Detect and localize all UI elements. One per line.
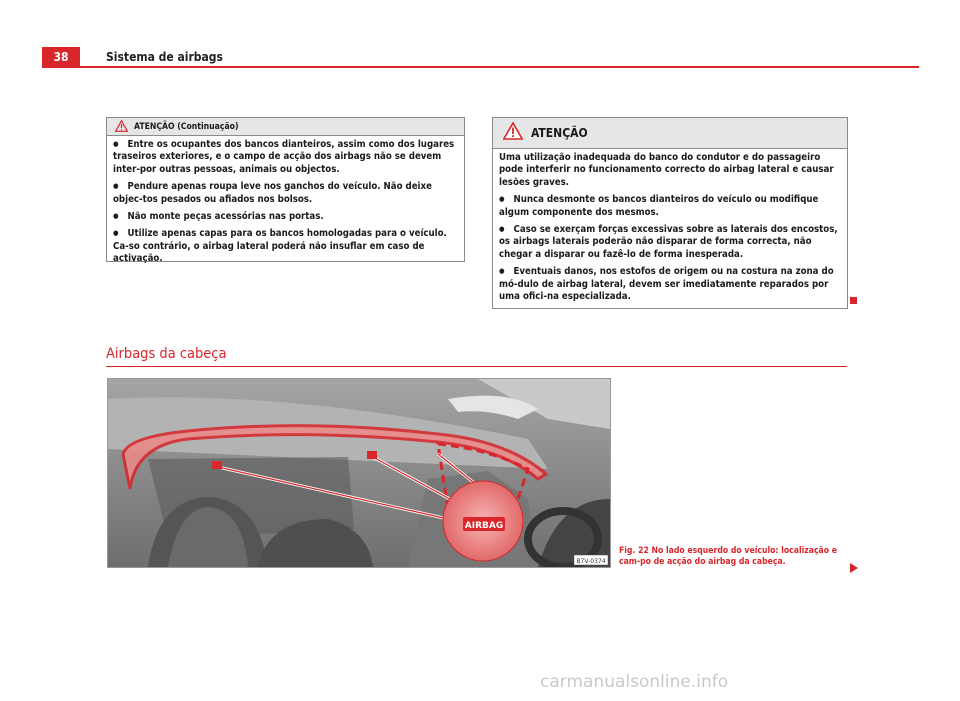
warning-item: ● Entre os ocupantes dos bancos dianteiros, assim como dos lugares traseiros exteriores, e o campo de acção dos airbags não se devem inter-por outras pessoas, animais ou objectos.: [113, 139, 458, 176]
warning-item: ● Eventuais danos, nos estofos de origem ou na costura na zona do mó-dulo de airbag lateral, devem ser imediatamente reparados por uma ofici-na especializada.: [499, 266, 841, 303]
airbag-figure: [107, 378, 611, 568]
continue-arrow-icon: [850, 563, 858, 573]
warning-body: [107, 136, 464, 270]
warning-header: [493, 118, 847, 149]
warning-item: ● Caso se exerçam forças excessivas sobre as laterais dos encostos, os airbags laterais poderão não disparar de forma correcta, não chegar a disparar ou fazê-lo de forma inesperada.: [499, 224, 841, 261]
warning-box: [492, 117, 848, 309]
warning-title: ATENÇÃO: [531, 126, 588, 140]
section-rule: [106, 366, 847, 367]
warning-triangle-icon: [115, 117, 128, 136]
warning-title: ATENÇÃO (Continuação): [134, 121, 239, 132]
car-interior-illustration: [108, 379, 610, 567]
page-number: 38: [42, 47, 80, 67]
figure-caption: Fig. 22 No lado esquerdo do veículo: localização e cam-po de acção do airbag da cabeça.: [619, 546, 838, 567]
section-end-marker: [850, 297, 857, 304]
warning-item: ● Pendure apenas roupa leve nos ganchos do veículo. Não deixe objec-tos pesados ou afiados nos bolsos.: [113, 181, 458, 206]
watermark: carmanualsonline.info: [540, 672, 729, 692]
section-title: Airbags da cabeça: [106, 346, 227, 362]
airbag-badge-label: AIRBAG: [464, 521, 504, 531]
warning-box-continued: [106, 117, 465, 265]
warning-body: [493, 149, 847, 307]
warning-header: [107, 118, 464, 136]
warning-item: ● Utilize apenas capas para os bancos homologadas para o veículo. Ca-so contrário, o airbag lateral poderá não insuflar em caso de activação.: [113, 228, 458, 265]
warning-intro: Uma utilização inadequada do banco do condutor e do passageiro pode interferir no funcionamento correcto do airbag lateral e causar lesões graves.: [499, 152, 834, 188]
warning-item: ● Não monte peças acessórias nas portas.: [113, 211, 458, 223]
chapter-title: Sistema de airbags: [106, 50, 223, 64]
image-code: B7V-0374: [576, 558, 606, 565]
warning-item: ● Nunca desmonte os bancos dianteiros do veículo ou modifique algum componente dos mesmos.: [499, 194, 841, 219]
header-rule: [42, 66, 919, 68]
warning-triangle-icon: [503, 122, 523, 144]
